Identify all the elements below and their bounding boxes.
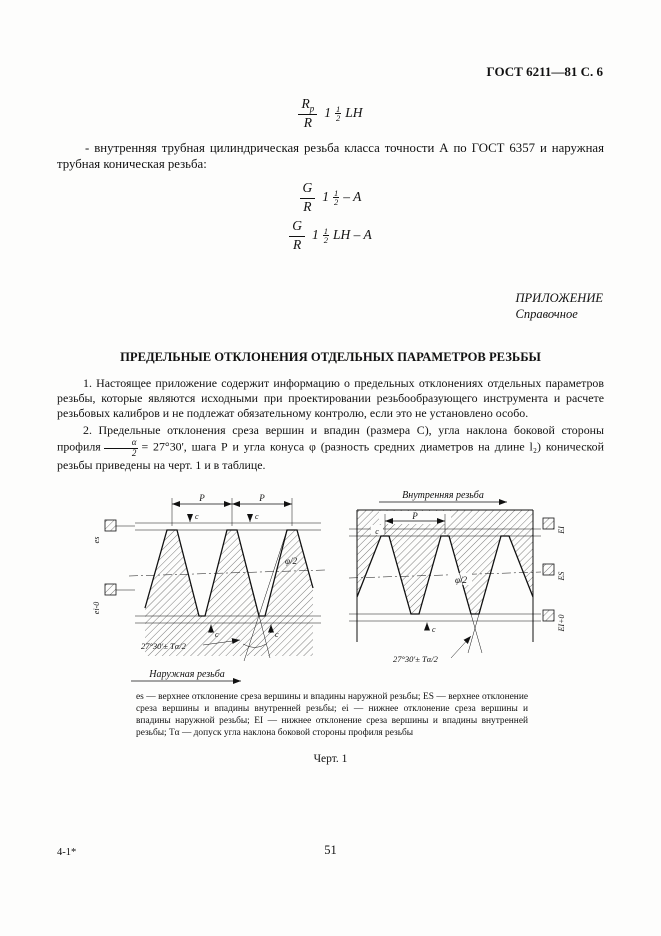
p-dimension-label: P xyxy=(199,493,205,503)
tolerance-zone-es xyxy=(105,520,116,531)
designation-suffix: LH – A xyxy=(332,226,372,242)
pitch-line xyxy=(349,572,541,578)
internal-thread-diagram xyxy=(349,490,566,664)
c-dimension-label: c xyxy=(195,512,199,521)
designation-size xyxy=(312,226,372,245)
figure-number: Черт. 1 xyxy=(313,753,348,765)
size-integer: 1 xyxy=(324,104,331,120)
size-fraction: 1 2 xyxy=(334,187,339,208)
page-number: 51 xyxy=(324,843,337,857)
alpha-half-fraction: $\frac{\alpha}{2}$ xyxy=(104,438,139,458)
size-fraction: 1 2 xyxy=(323,225,328,246)
p-dimension-label: P xyxy=(259,493,265,503)
designation-fraction xyxy=(298,96,317,130)
section-heading: ПРЕДЕЛЬНЫЕ ОТКЛОНЕНИЯ ОТДЕЛЬНЫХ ПАРАМЕТРОВ РЕЗЬБЫ xyxy=(120,350,541,364)
designation-size xyxy=(324,104,362,123)
intro-paragraph: - внутренняя трубная цилиндрическая резьба класса точности А по ГОСТ 6357 и наружная трубная коническая резьба: xyxy=(57,141,604,172)
tolerance-zone-ES xyxy=(543,564,554,575)
figure-caption: es — верхнее отклонение среза вершины и впадины наружной резьбы; ES — верхнее отклонение среза вершины и впадины внутренней резьбы; ei — нижнее отклонение среза вершины и впадины наружной резьбы; EI — нижнее отклонение среза вершины и впадины внутренней резьбы; Tα — допуск угла наклона боковой стороны профиля резьбы xyxy=(136,692,528,739)
designation-suffix: LH xyxy=(345,104,363,120)
paragraph-2 xyxy=(57,423,604,473)
flank-angle-label: 27°30′± Tα/2 xyxy=(393,654,438,664)
designation-suffix: – A xyxy=(343,188,362,204)
thread-designation-formula-2 xyxy=(0,180,661,214)
EI-label: EI xyxy=(557,526,566,534)
internal-thread-profile xyxy=(357,536,533,614)
c-dimension-label: c xyxy=(255,512,259,521)
ES-label: ES xyxy=(557,571,566,581)
p-dimension-label: P xyxy=(412,511,418,521)
designation-fraction xyxy=(289,218,305,252)
designation-size xyxy=(322,188,361,207)
figure-1 xyxy=(65,480,595,690)
tolerance-zone-ei xyxy=(105,584,116,595)
fraction-numerator: G xyxy=(289,218,305,237)
cone-half-angle-label: φ/2 xyxy=(455,575,467,585)
size-integer: 1 xyxy=(311,226,319,242)
fraction-numerator: G xyxy=(300,180,316,199)
paragraph-1: 1. Настоящее приложение содержит информацию о предельных отклонениях отдельных параметров резьбы, которые являются исходными при проектировании резьбообразующего инструмента и расчете резьбовых калибров и не подлежат обязательному контролю, если это не установлено особо. xyxy=(57,376,604,421)
print-signature: 4-1* xyxy=(57,847,77,858)
fraction-denominator: R xyxy=(303,114,312,130)
cone-half-angle-label: φ/2 xyxy=(285,556,297,566)
size-fraction: 1 2 xyxy=(335,103,341,124)
thread-designation-formula-1 xyxy=(0,96,661,130)
flank-angle-label: 27°30′± Tα/2 xyxy=(141,641,186,651)
size-integer: 1 xyxy=(322,188,330,204)
paragraph-2-after: = 27°30', шага Р и угла конуса φ (разность средних диаметров на длине l₂) конической резьбы приведены на черт. 1 и в таблице. xyxy=(57,439,604,472)
fraction-denominator: R xyxy=(303,198,312,214)
c-dimension-label: c xyxy=(215,630,219,639)
c-dimension-label: c xyxy=(275,630,279,639)
es-label: es xyxy=(92,536,101,544)
external-thread-diagram xyxy=(92,493,325,681)
fraction-numerator: $R_р$ xyxy=(298,96,317,115)
ei-label: ei-0 xyxy=(92,601,101,615)
tolerance-zone-EI xyxy=(543,518,554,529)
tolerance-zone-EI0 xyxy=(543,610,554,621)
c-dimension-label: c xyxy=(432,625,436,634)
appendix-title: ПРИЛОЖЕНИЕ xyxy=(515,291,603,305)
thread-profile-figure xyxy=(65,480,595,690)
document-reference: ГОСТ 6211—81 С. 6 xyxy=(486,64,603,79)
c-dimension-label: c xyxy=(375,527,379,536)
appendix-block xyxy=(516,291,603,322)
paragraph-2-before: 2. Предельные отклонения среза вершин и впадин (размера С), угла наклона боковой стороны профиля xyxy=(57,423,604,454)
EI0-label: EI+0 xyxy=(557,614,566,632)
internal-thread-title: Внутренняя резьба xyxy=(402,490,484,501)
external-thread-hatch xyxy=(145,530,313,656)
fraction-denominator: R xyxy=(292,236,302,252)
appendix-subtitle: Справочное xyxy=(515,306,578,321)
designation-fraction xyxy=(300,180,316,214)
thread-designation-formula-3 xyxy=(0,218,661,252)
external-thread-title: Наружная резьба xyxy=(149,669,225,680)
